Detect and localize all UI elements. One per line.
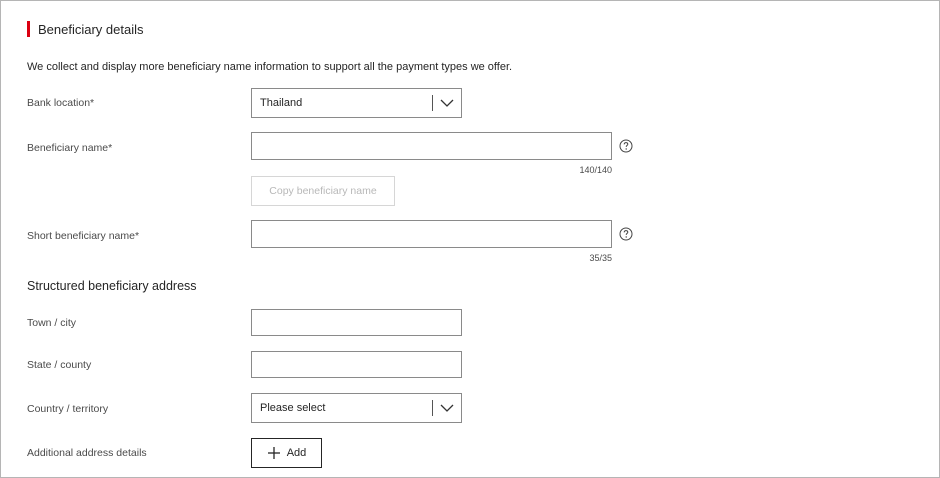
short-name-label: Short beneficiary name*: [27, 230, 140, 242]
plus-icon: [267, 446, 281, 460]
additional-address-label: Additional address details: [27, 447, 147, 459]
town-input[interactable]: [252, 310, 461, 335]
beneficiary-name-field-wrap: [251, 132, 612, 160]
accent-bar: [27, 21, 30, 37]
country-value: Please select: [260, 402, 326, 414]
bank-location-select[interactable]: [251, 88, 462, 118]
add-address-button[interactable]: [251, 438, 322, 468]
beneficiary-name-input[interactable]: [252, 133, 611, 159]
copy-beneficiary-name-button[interactable]: Copy beneficiary name: [251, 176, 395, 206]
section-header: [27, 21, 144, 37]
question-circle-icon[interactable]: [619, 139, 633, 153]
chevron-down-icon: [440, 401, 454, 415]
address-heading: Structured beneficiary address: [27, 279, 197, 293]
state-field-wrap: [251, 351, 462, 378]
select-divider: [432, 95, 433, 111]
town-field-wrap: [251, 309, 462, 336]
intro-text: We collect and display more beneficiary name information to support all the payment types we offer.: [27, 61, 513, 73]
short-name-field-wrap: [251, 220, 612, 248]
country-label: Country / territory: [27, 403, 109, 415]
town-label: Town / city: [27, 317, 77, 329]
bank-location-label: Bank location*: [27, 97, 95, 109]
add-button-label: Add: [286, 447, 307, 459]
chevron-down-icon: [440, 96, 454, 110]
short-name-counter: 35/35: [589, 253, 612, 263]
select-divider: [432, 400, 433, 416]
bank-location-value: Thailand: [260, 97, 303, 109]
short-name-input[interactable]: [252, 221, 611, 247]
beneficiary-name-label: Beneficiary name*: [27, 142, 113, 154]
section-title: Beneficiary details: [38, 21, 144, 37]
state-input[interactable]: [252, 352, 461, 377]
state-label: State / county: [27, 359, 92, 371]
beneficiary-name-counter: 140/140: [579, 165, 612, 175]
country-select[interactable]: [251, 393, 462, 423]
question-circle-icon[interactable]: [619, 227, 633, 241]
